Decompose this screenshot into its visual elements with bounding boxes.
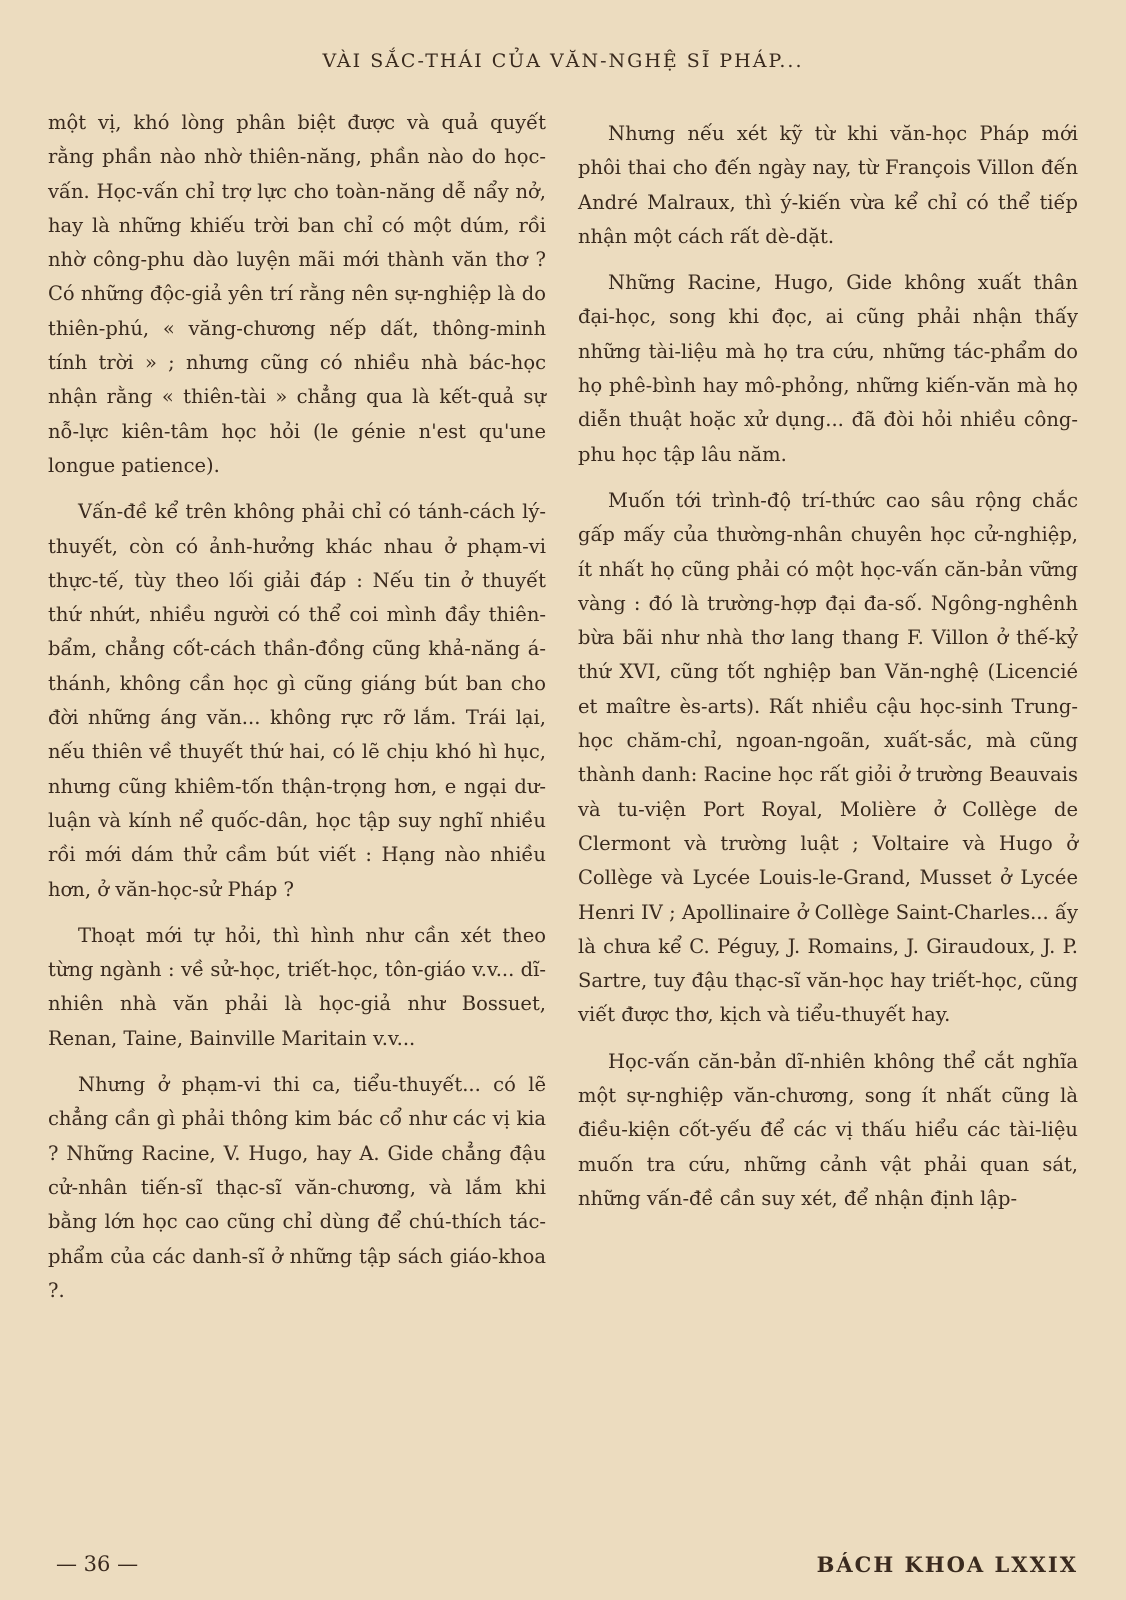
left-paragraph-3: Thoạt mới tự hỏi, thì hình như cần xét theo từng ngành : về sử-học, triết-học, tôn-giáo v.v... dĩ-nhiên nhà văn phải là học-giả như Bossuet, Renan, Taine, Bainville Maritain v.v... [48,923,546,1050]
running-header: VÀI SẮC-THÁI CỦA VĂN-NGHỆ SĨ PHÁP... [322,50,804,72]
left-paragraph-4: Nhưng ở phạm-vi thi ca, tiểu-thuyết... có lẽ chẳng cần gì phải thông kim bác cổ như các vị kia ? Những Racine, V. Hugo, hay A. Gide chẳng đậu cử-nhân tiến-sĩ thạc-sĩ văn-chương, và lắm khi bằng lớn học cao cũng chỉ dùng để chú-thích tác-phẩm của các danh-sĩ ở những tập sách giáo-khoa ?. [48,1073,546,1302]
right-paragraph-2: Những Racine, Hugo, Gide không xuất thân đại-học, song khi đọc, ai cũng phải nhận thấy những tài-liệu mà họ tra cứu, những tác-phẩm do họ phê-bình hay mô-phỏng, những kiến-văn mà họ diễn thuật hoặc xử dụng... đã đòi hỏi nhiều công-phu học tập lâu năm. [578,271,1078,466]
magazine-issue: BÁCH KHOA LXXIX [816,1552,1078,1577]
right-paragraph-4: Học-vấn căn-bản dĩ-nhiên không thể cắt nghĩa một sự-nghiệp văn-chương, song ít nhất cũng là điều-kiện cốt-yếu để các vị thấu hiểu các tài-liệu muốn tra cứu, những cảnh vật phải quan sát, những vấn-đề cần suy xét, để nhận định lập- [578,1049,1078,1210]
left-paragraph-1: một vị, khó lòng phân biệt được và quả quyết rằng phần nào nhờ thiên-năng, phần nào do học-vấn. Học-vấn chỉ trợ lực cho toàn-năng dễ nẩy nở, hay là những khiếu trời ban chỉ có một dúm, rồi nhờ công-phu dào luyện mãi mới thành văn thơ ? Có những độc-giả yên trí rằng nên sự-nghiệp là do thiên-phú, « văng-chương nếp dất, thông-minh tính trời » ; nhưng cũng có nhiều nhà bác-học nhận rằng « thiên-tài » chẳng qua là kết-quả sự nỗ-lực kiên-tâm học hỏi (le génie n'est qu'une longue patience). [48,111,546,477]
right-column [578,117,1078,1228]
page-number: — 36 — [56,1552,139,1576]
left-paragraph-2: Vấn-đề kể trên không phải chỉ có tánh-cách lý-thuyết, còn có ảnh-hưởng khác nhau ở phạm-vi thực-tế, tùy theo lối giải đáp : Nếu tin ở thuyết thứ nhứt, nhiều người có thể coi mình đầy thiên-bẩm, chẳng cốt-cách thần-đồng cũng khả-năng á-thánh, không cần học gì cũng giáng bút ban cho đời những áng văn... không rực rỡ lắm. Trái lại, nếu thiên về thuyết thứ hai, có lẽ chịu khó hì hục, nhưng cũng khiêm-tốn thận-trọng hơn, e ngại dư-luận và kính nể quốc-dân, học tập suy nghĩ nhiều rồi mới dám thử cầm bút viết : Hạng nào nhiều hơn, ở văn-học-sử Pháp ? [48,500,546,901]
right-paragraph-1: Nhưng nếu xét kỹ từ khi văn-học Pháp mới phôi thai cho đến ngày nay, từ François Villon đến André Malraux, thì ý-kiến vừa kể chỉ có thể tiếp nhận một cách rất dè-dặt. [578,122,1078,248]
right-paragraph-3: Muốn tới trình-độ trí-thức cao sâu rộng chắc gấp mấy của thường-nhân chuyên học cử-nghiệp, ít nhất họ cũng phải có một học-vấn căn-bản vững vàng : đó là trường-hợp đại đa-số. Ngông-nghênh bừa bãi như nhà thơ lang thang F. Villon ở thế-kỷ thứ XVI, cũng tốt nghiệp ban Văn-nghệ (Licencié et maître ès-arts). Rất nhiều cậu học-sinh Trung-học chăm-chỉ, ngoan-ngoãn, xuất-sắc, mà cũng thành danh: Racine học rất giỏi ở trường Beauvais và tu-viện Port Royal, Molière ở Collège de Clermont và trường luật ; Voltaire và Hugo ở Collège và Lycée Louis-le-Grand, Musset ở Lycée Henri IV ; Apollinaire ở Collège Saint-Charles... ấy là chưa kể C. Péguy, J. Romains, J. Giraudoux, J. P. Sartre, tuy đậu thạc-sĩ văn-học hay triết-học, cũng viết được thơ, kịch và tiểu-thuyết hay. [578,488,1078,1027]
left-column [48,106,546,1320]
